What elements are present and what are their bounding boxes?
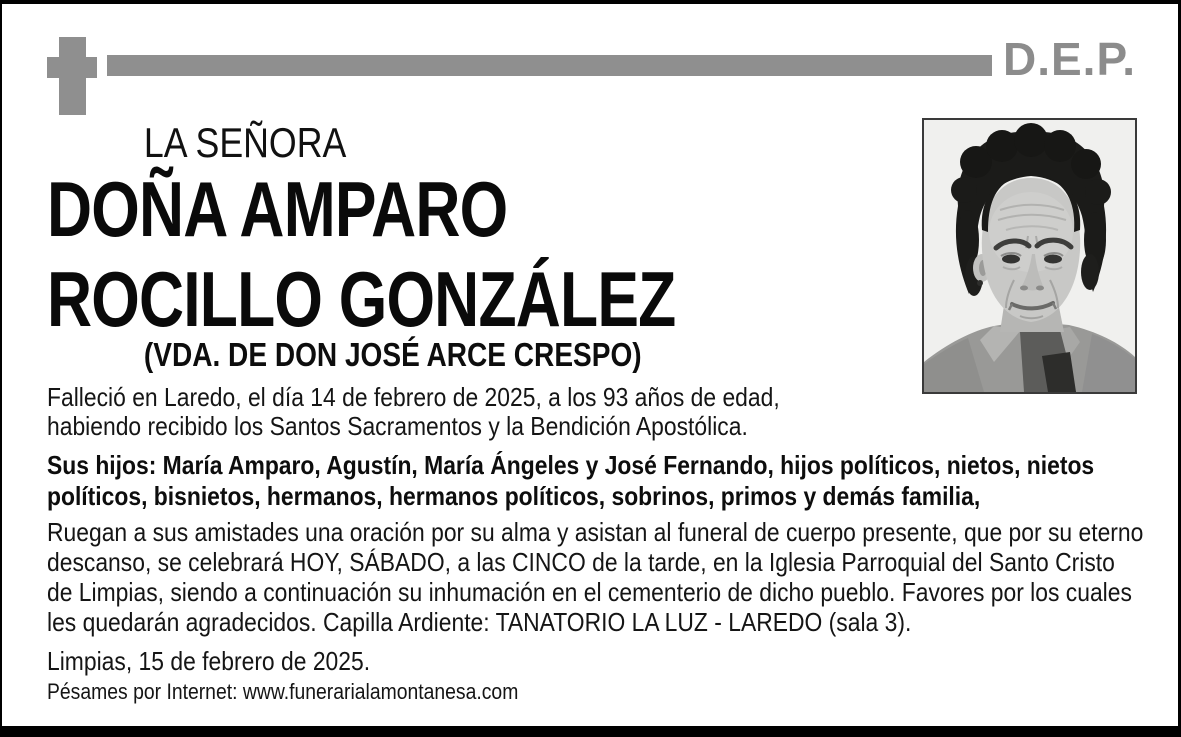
widow-of-line: (VDA. DE DON JOSÉ ARCE CRESPO): [143, 336, 642, 373]
cross-horizontal-bar: [47, 57, 97, 78]
honorific-label: LA SEÑORA: [143, 119, 347, 166]
family-list: Sus hijos: María Amparo, Agustín, María Ángeles y José Fernando, hijos políticos, nietos, nietos políticos, bisnietos, hermanos, hermanos políticos, sobrinos, primos y demás familia,: [47, 450, 1095, 511]
latin-cross-icon: [47, 36, 99, 116]
deceased-name-line1: DOÑA AMPARO: [47, 165, 508, 253]
deceased-name: [47, 164, 1142, 344]
condolences-line: [47, 679, 927, 705]
place-date-line: Limpias, 15 de febrero de 2025.: [47, 646, 371, 676]
dep-label: D.E.P.: [1003, 33, 1136, 85]
condolences-label: Pésames por Internet:: [47, 679, 243, 704]
funeral-request: Ruegan a sus amistades una oración por su alma y asistan al funeral de cuerpo presente, que por su eterno descanso, se celebrará HOY, SÁBADO, a las CINCO de la tarde, en la Iglesia Parroquial del Santo Cristo de Limpias, siendo a continuación su inhumación en el cementerio de dicho pueblo. Favores por los cuales les quedarán agradecidos. Capilla Ardiente: TANATORIO LA LUZ - LAREDO (sala 3).: [47, 517, 1144, 637]
header-divider-bar: [107, 55, 992, 76]
deceased-name-line2: ROCILLO GONZÁLEZ: [47, 255, 676, 343]
death-statement: Falleció en Laredo, el día 14 de febrero de 2025, a los 93 años de edad, habiendo recibido los Santos Sacramentos y la Bendición Apostólica.: [47, 382, 780, 441]
condolences-website-link[interactable]: www.funerarialamontanesa.com: [242, 679, 519, 704]
